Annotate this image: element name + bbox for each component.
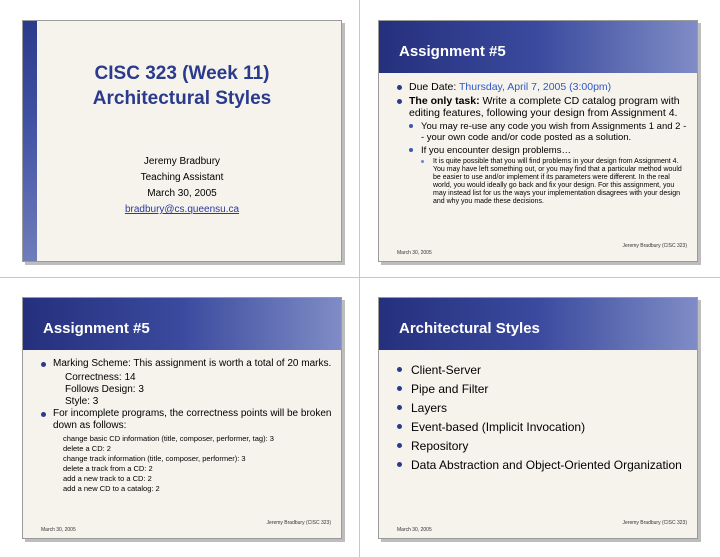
slide-body [395,81,689,208]
list-item [395,362,689,378]
presenter-name: Jeremy Bradbury [143,156,221,167]
styles-list [395,362,689,476]
points-item: change basic CD information (title, composer, performer, tag): 3 [63,434,274,443]
slide-title-bar [379,298,697,350]
design-problems-text: If you encounter design problems… [421,145,571,156]
task-text: Write a complete CD catalog program with editing features, following your design from Assignment 4. [409,95,680,119]
grid-divider-vertical [359,0,360,557]
slide-sidebar-decoration [23,21,37,261]
presentation-date: March 30, 2005 [147,188,217,199]
email-link[interactable]: bradbury@cs.queensu.ca [124,204,240,215]
bullet-dot-icon [397,85,402,90]
footer-date: March 30, 2005 [397,527,432,533]
bullet-incomplete-programs [39,408,333,432]
list-item [395,419,689,435]
style-name: Client-Server [411,363,482,377]
presenter-info [23,154,341,218]
marks-follows-design: Follows Design: 3 [65,384,144,395]
slide-title-bar [379,21,697,73]
slide-heading: Assignment #5 [399,43,506,60]
sub-bullet-dot-icon [409,148,413,152]
title-line-2: Architectural Styles [92,88,272,109]
sub-bullet-dot-icon [409,124,413,128]
points-item: change track information (title, composer, performer): 3 [63,454,246,463]
slide-heading: Architectural Styles [399,320,540,337]
slide-architectural-styles[interactable] [378,297,698,539]
slide-assignment-due[interactable] [378,20,698,262]
slide-marking-scheme[interactable] [22,297,342,539]
points-item: delete a CD: 2 [63,444,111,453]
list-item [395,400,689,416]
footer-author: Jeremy Bradbury (CISC 323) [622,520,687,526]
bullet-dot-icon [397,99,402,104]
task-label: The only task: [409,95,480,107]
bullet-task [395,95,689,119]
slide-main-title [23,61,341,111]
points-item: delete a track from a CD: 2 [63,464,153,473]
footer-date: March 30, 2005 [41,527,76,533]
grid-divider-horizontal [0,277,720,278]
subsub-bullet-dot-icon [421,160,424,163]
slide-heading: Assignment #5 [43,320,150,337]
bullet-dot-icon [397,462,402,467]
list-item [395,457,689,473]
bullet-dot-icon [41,412,46,417]
marks-style: Style: 3 [65,396,99,407]
title-line-1: CISC 323 (Week 11) [94,63,270,84]
sub-bullet-reuse [395,121,689,143]
subsub-bullet-explanation [395,158,689,206]
reuse-text: You may re-use any code you wish from Assignments 1 and 2 -- your own code and/or code posted as a solution. [421,121,687,143]
points-item: add a new CD to a catalog: 2 [63,484,160,493]
slide-body [39,358,333,494]
slide-title-bar [23,298,341,350]
bullet-dot-icon [397,424,402,429]
list-item [395,381,689,397]
due-date-label: Due Date: [409,81,460,93]
due-date-value: Thursday, April 7, 2005 (3:00pm) [459,81,612,93]
style-name: Repository [411,439,469,453]
slide-title[interactable] [22,20,342,262]
bullet-dot-icon [397,405,402,410]
bullet-dot-icon [397,443,402,448]
footer-date: March 30, 2005 [397,250,432,256]
presenter-role: Teaching Assistant [140,172,224,183]
style-name: Data Abstraction and Object-Oriented Organization [411,458,682,472]
points-item: add a new track to a CD: 2 [63,474,152,483]
bullet-dot-icon [397,367,402,372]
incomplete-programs-text: For incomplete programs, the correctness points will be broken down as follows: [53,408,332,431]
bullet-due-date [395,81,689,93]
correctness-points-list [39,434,333,494]
explanation-text: It is quite possible that you will find problems in your design from Assignment 4. You may have left something out, or you may find that a particular method would be easier to use and/or implement if its parameters were different. In the real world, you would ideally go back and fix your design. For this assignment, you may instead list for us the ways your implementation disagrees with your design and why you made these decisions. [433,158,682,205]
marks-breakdown [39,372,333,408]
bullet-marking-scheme [39,358,333,370]
bullet-dot-icon [41,362,46,367]
style-name: Event-based (Implicit Invocation) [411,420,586,434]
style-name: Layers [411,401,448,415]
footer-author: Jeremy Bradbury (CISC 323) [622,243,687,249]
style-name: Pipe and Filter [411,382,489,396]
footer-author: Jeremy Bradbury (CISC 323) [266,520,331,526]
marking-scheme-text: Marking Scheme: This assignment is worth a total of 20 marks. [53,358,332,369]
bullet-dot-icon [397,386,402,391]
marks-correctness: Correctness: 14 [65,372,136,383]
sub-bullet-design-problems [395,145,689,156]
list-item [395,438,689,454]
